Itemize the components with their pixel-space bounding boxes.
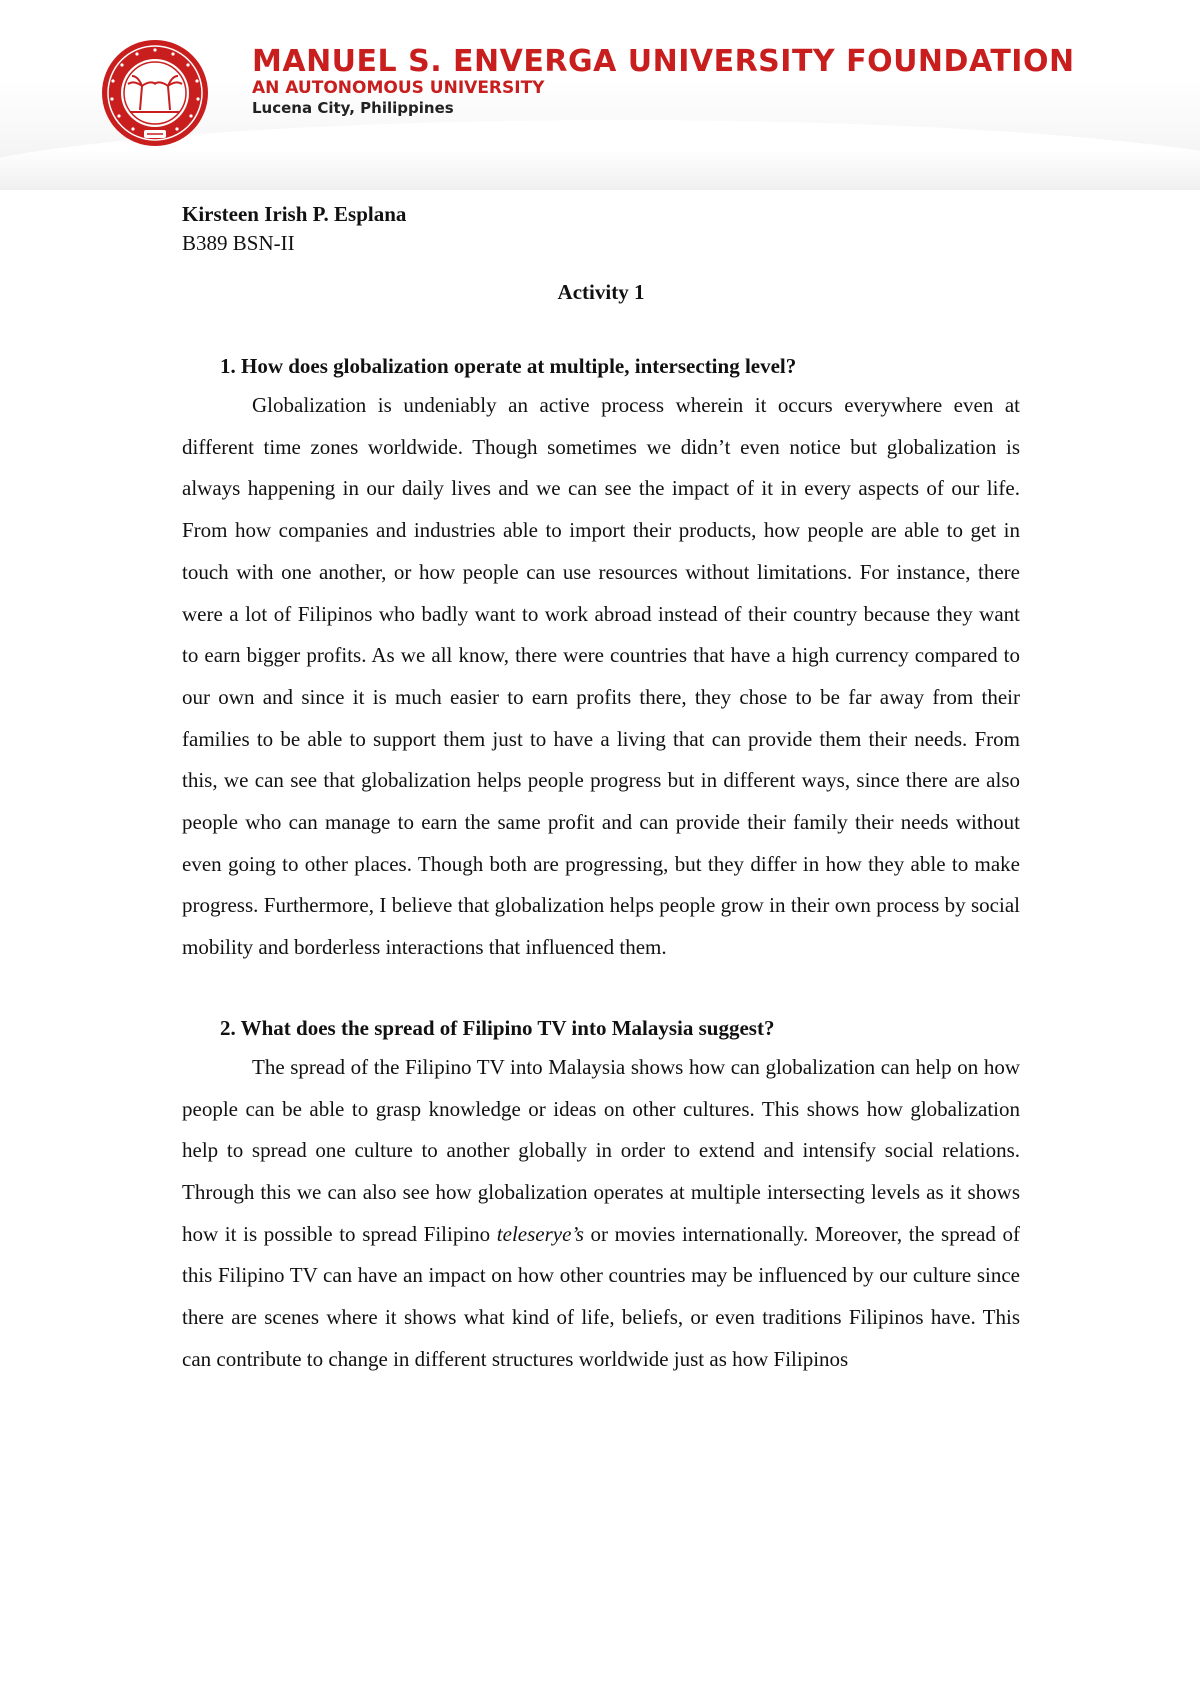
question-2: 2. What does the spread of Filipino TV into Malaysia suggest? (220, 1015, 775, 1040)
university-seal-icon (100, 38, 210, 148)
document-body (182, 200, 1020, 1380)
letterhead (0, 0, 1200, 200)
question-1: 1. How does globalization operate at multiple, intersecting level? (220, 354, 797, 378)
university-location: Lucena City, Philippines (252, 99, 454, 117)
activity-title: Activity 1 (557, 280, 645, 304)
answer-2-italic-term: teleserye’s (496, 1221, 584, 1246)
student-name: Kirsteen Irish P. Esplana (182, 202, 407, 226)
university-subtitle: AN AUTONOMOUS UNIVERSITY (252, 78, 545, 98)
answer-1: Globalization is undeniably an active process wherein it occurs everywhere even at different time zones worldwide. Though sometimes we didn’t even notice but globalization is always happening in our daily lives and we can see the impact of it in every aspects of our life. From how companies and industries able to import their products, how people are able to get in touch with one another, or how people can use resources without limitations. For instance, there were a lot of Filipinos who badly want to work abroad instead of their country because they want to earn bigger profits. As we all know, there were countries that have a high currency compared to our own and since it is much easier to earn profits there, they chose to be far away from their families to be able to support them just to have a living that can provide them their needs. From this, we can see that globalization helps people progress but in different ways, since there are also people who can manage to earn the same profit and can provide their family their needs without even going to other places. Though both are progressing, but they differ in how they able to make progress. Furthermore, I believe that globalization helps people grow in their own process by social mobility and borderless interactions that influenced them. (182, 393, 1020, 960)
letterhead-shade (0, 150, 1200, 190)
answer-2-part-2: or movies internationally. Moreover, the spread of this Filipino TV can have an impact on how other countries may be influenced by our culture since there are scenes where it shows what kind of life, beliefs, or even traditions Filipinos have. This can contribute to change in different structures worldwide just as how Filipinos (182, 1221, 1020, 1371)
student-course: B389 BSN-II (182, 231, 295, 255)
answer-2 (182, 1047, 1020, 1381)
university-name: MANUEL S. ENVERGA UNIVERSITY FOUNDATION (252, 44, 1075, 79)
answer-2-part-1: The spread of the Filipino TV into Malaysia shows how can globalization can help on how people can be able to grasp knowledge or ideas on other cultures. This shows how globalization help to spread one culture to another globally in order to extend and intensify social relations. Through this we can also see how globalization operates at multiple intersecting levels as it shows how it is possible to spread Filipino (182, 1054, 1020, 1246)
